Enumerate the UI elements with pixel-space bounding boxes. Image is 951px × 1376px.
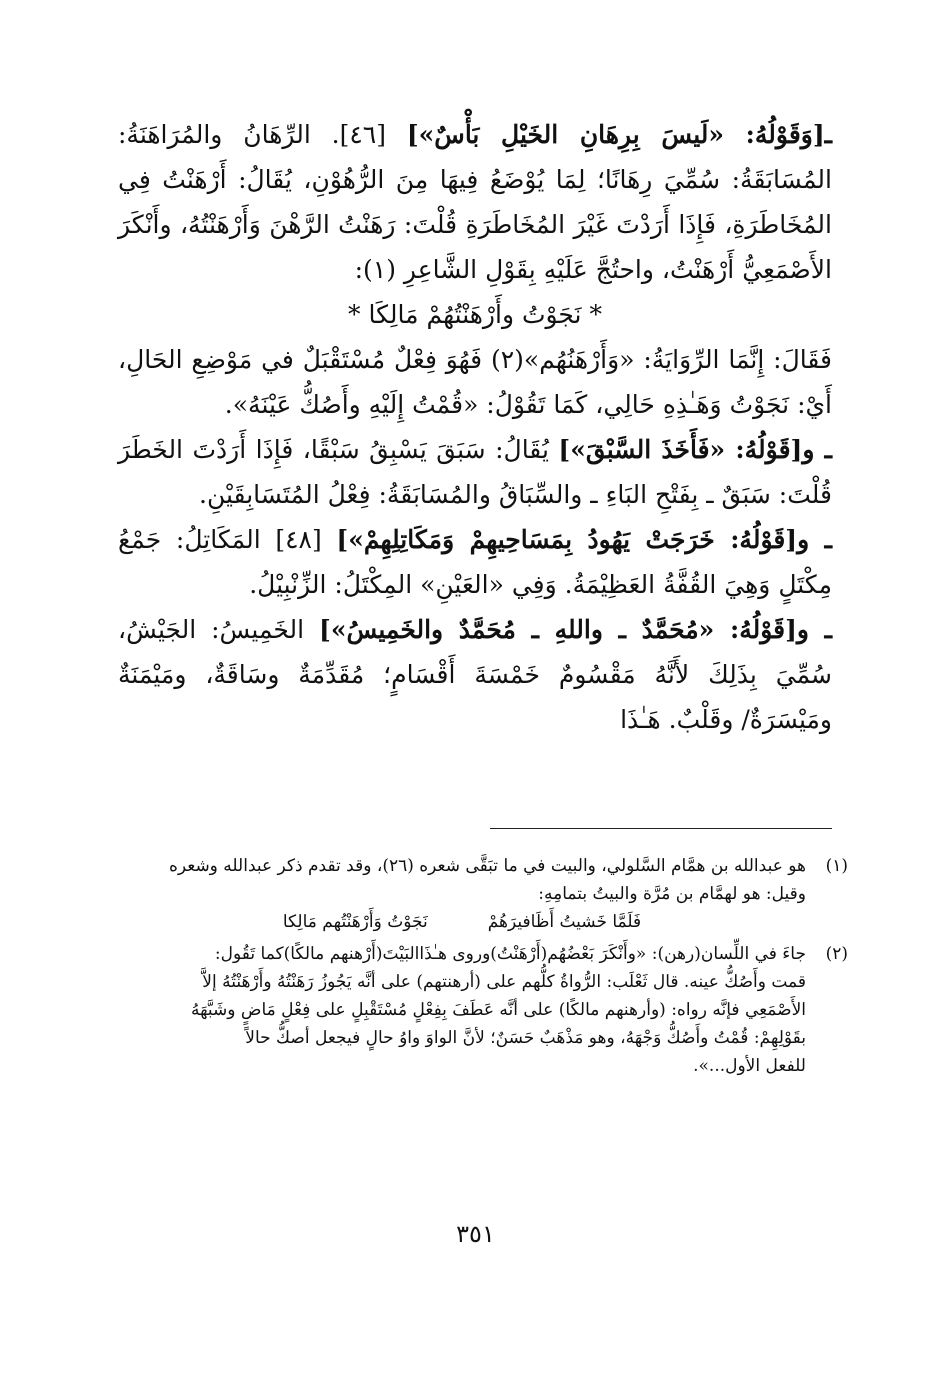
footnote-body (118, 852, 806, 936)
footnote-line: للفعل الأول...». (693, 1056, 806, 1076)
quote-lead-khamis: ـ و[قَوْلُهُ: «مُحَمَّدٌ ـ واللهِ ـ مُحَمَّدٌ والخَمِيسُ»] (319, 615, 832, 644)
footnote-body (118, 940, 806, 1080)
footnote-number: (١) (825, 856, 848, 876)
paragraph-sabq (118, 427, 832, 517)
quote-lead-rihan: ـ[وَقَوْلُهُ: «لَيسَ بِرِهَانِ الخَيْلِ بَأْسٌ»] (406, 120, 832, 149)
page-number: ٣٥١ (456, 1220, 495, 1248)
paragraph-makatil (118, 517, 832, 607)
footnote-verse (118, 908, 806, 936)
paragraph-rihan-text: [٤٦]. الرِّهَانُ والمُرَاهَنَةُ: المُسَابَقَةُ: سُمِّيَ رِهَانًا؛ لِمَا يُوْضَعُ فِيهَا مِنَ الرُّهُوْنِ، يُقَالُ: أَرْهَنْتُ فِي المُخَاطَرَةِ، فَإِذَا أَرَدْتَ غَيْرَ المُخَاطَرَةِ قُلْتَ: رَهَنْتُ الرَّهْنَ وَأَرْهَنْتُهُ، وأَنْكَرَ الأَصْمَعِيُّ أَرْهَنْتُ، واحتُجَّ عَلَيْهِ بِقَوْلِ الشَّاعِرِ (١): (118, 120, 832, 284)
footnotes (118, 852, 848, 1084)
paragraph-makatil-text: [٤٨] المَكَاتِلُ: جَمْعُ مِكْتَلٍ وَهِيَ القُفَّةُ العَظِيْمَةُ. وَفِي «العَيْنِ» المِكْتَلُ: الزِّنْبِيْلُ. (118, 525, 832, 599)
verse-line: * نَجَوْتُ وأَرْهَنْتُهُمْ مَالِكَا * (348, 300, 602, 329)
paragraph-rihan (118, 112, 832, 292)
paragraph-khamis-text: الخَمِيسُ: الجَيْشُ، سُمِّيَ بِذَلِكَ لأَنَّهُ مَقْسُومٌ خَمْسَةَ أَقْسَامٍ؛ مُقَدِّمَةٌ وسَاقَةٌ، ومَيْمَنَةٌ ومَيْسَرَةٌ/ وقَلْبٌ. هَـٰذَا (118, 615, 832, 734)
footnote-line: بقَوْلِهِمْ: قُمْتُ وأَصُكُّ وَجْهَهُ، وهو مَذْهَبٌ حَسَنٌ؛ لأنَّ الواوَ واوُ حالٍ فيجعل أصكُّ حالاً (245, 1028, 806, 1048)
main-text (118, 112, 832, 742)
quote-lead-makatil: ـ و[قَوْلُهُ: خَرَجَتْ يَهُودُ بِمَسَاحِيهِمْ وَمَكَاتِلِهِمْ»] (336, 525, 832, 554)
footnote-line: الأَصْمَعِي فإنَّه رواه: (وأرهنهم مالكًا) على أنَّه عَطَفَ بِفِعْلٍ مُسْتَقْبِلٍ على فِعْلٍ مَاضٍ وشَبَّهَهُ (190, 1000, 806, 1020)
footnote-number: (٢) (825, 944, 848, 964)
footnote-2 (118, 940, 848, 1080)
paragraph-riwaya: فَقَالَ: إِنَّمَا الرِّوَايَةُ: «وَأَرْهَنُهُم»(٢) فَهُوَ فِعْلٌ مُسْتَقْبَلٌ في مَوْضِعِ الحَالِ، أَيْ: نَجَوْتُ وَهَـٰذِهِ حَالِي، كَمَا تَقُوْلُ: «قُمْتُ إِلَيْهِ وأَصُكُّ عَيْنَهُ». (118, 345, 832, 419)
footnote-line: وقيل: هو لهمَّام بن مُرَّة والبيتُ بتمامِهِ: (538, 884, 806, 904)
verse-hemistich-left: نَجَوْتُ وَأَرْهَنْتُهم مَالِكا (282, 912, 428, 932)
footnote-1 (118, 852, 848, 936)
footnote-line: هو عبدالله بن همَّام السَّلولي، والبيت في ما تبَقَّى شعره (٢٦)، وقد تقدم ذكر عبدالله وشعره (168, 856, 806, 876)
footnote-separator (490, 828, 832, 829)
paragraph-khamis (118, 607, 832, 742)
paragraph-sabq-text: يُقَالُ: سَبَقَ يَسْبِقُ سَبْقًا، فَإِذَا أَرَدْتَ الخَطَرَ قُلْتَ: سَبَقٌ ـ بِفَتْحِ البَاءِ ـ والسِّبَاقُ والمُسَابَقَةُ: فِعْلُ المُتَسَابِقَيْنِ. (118, 435, 832, 509)
footnote-line: جاءَ في اللِّسان(رهن): «وأَنْكَرَ بَعْضُهُم(أَرْهَنْتُ)وروى هـٰذَاالبَيْتَ(أَرْهنهم مالكًا)كما تَقُول: (214, 944, 806, 964)
footnote-line: قمت وأَصُكُّ عينه. قال ثَعْلَب: الرُّواةُ كلُّهم على (أرهنتهم) على أنَّه يَجُوزُ رَهَنْتُهُ وأَرْهَنْتُهُ إلاَّ (202, 972, 806, 992)
verse-hemistich-right: فَلَمَّا خَشيتُ أَظَافيرَهُمْ (487, 912, 642, 932)
quote-lead-sabq: ـ و[قَوْلُهُ: «فَأَخَذَ السَّبْقَ»] (558, 435, 832, 464)
